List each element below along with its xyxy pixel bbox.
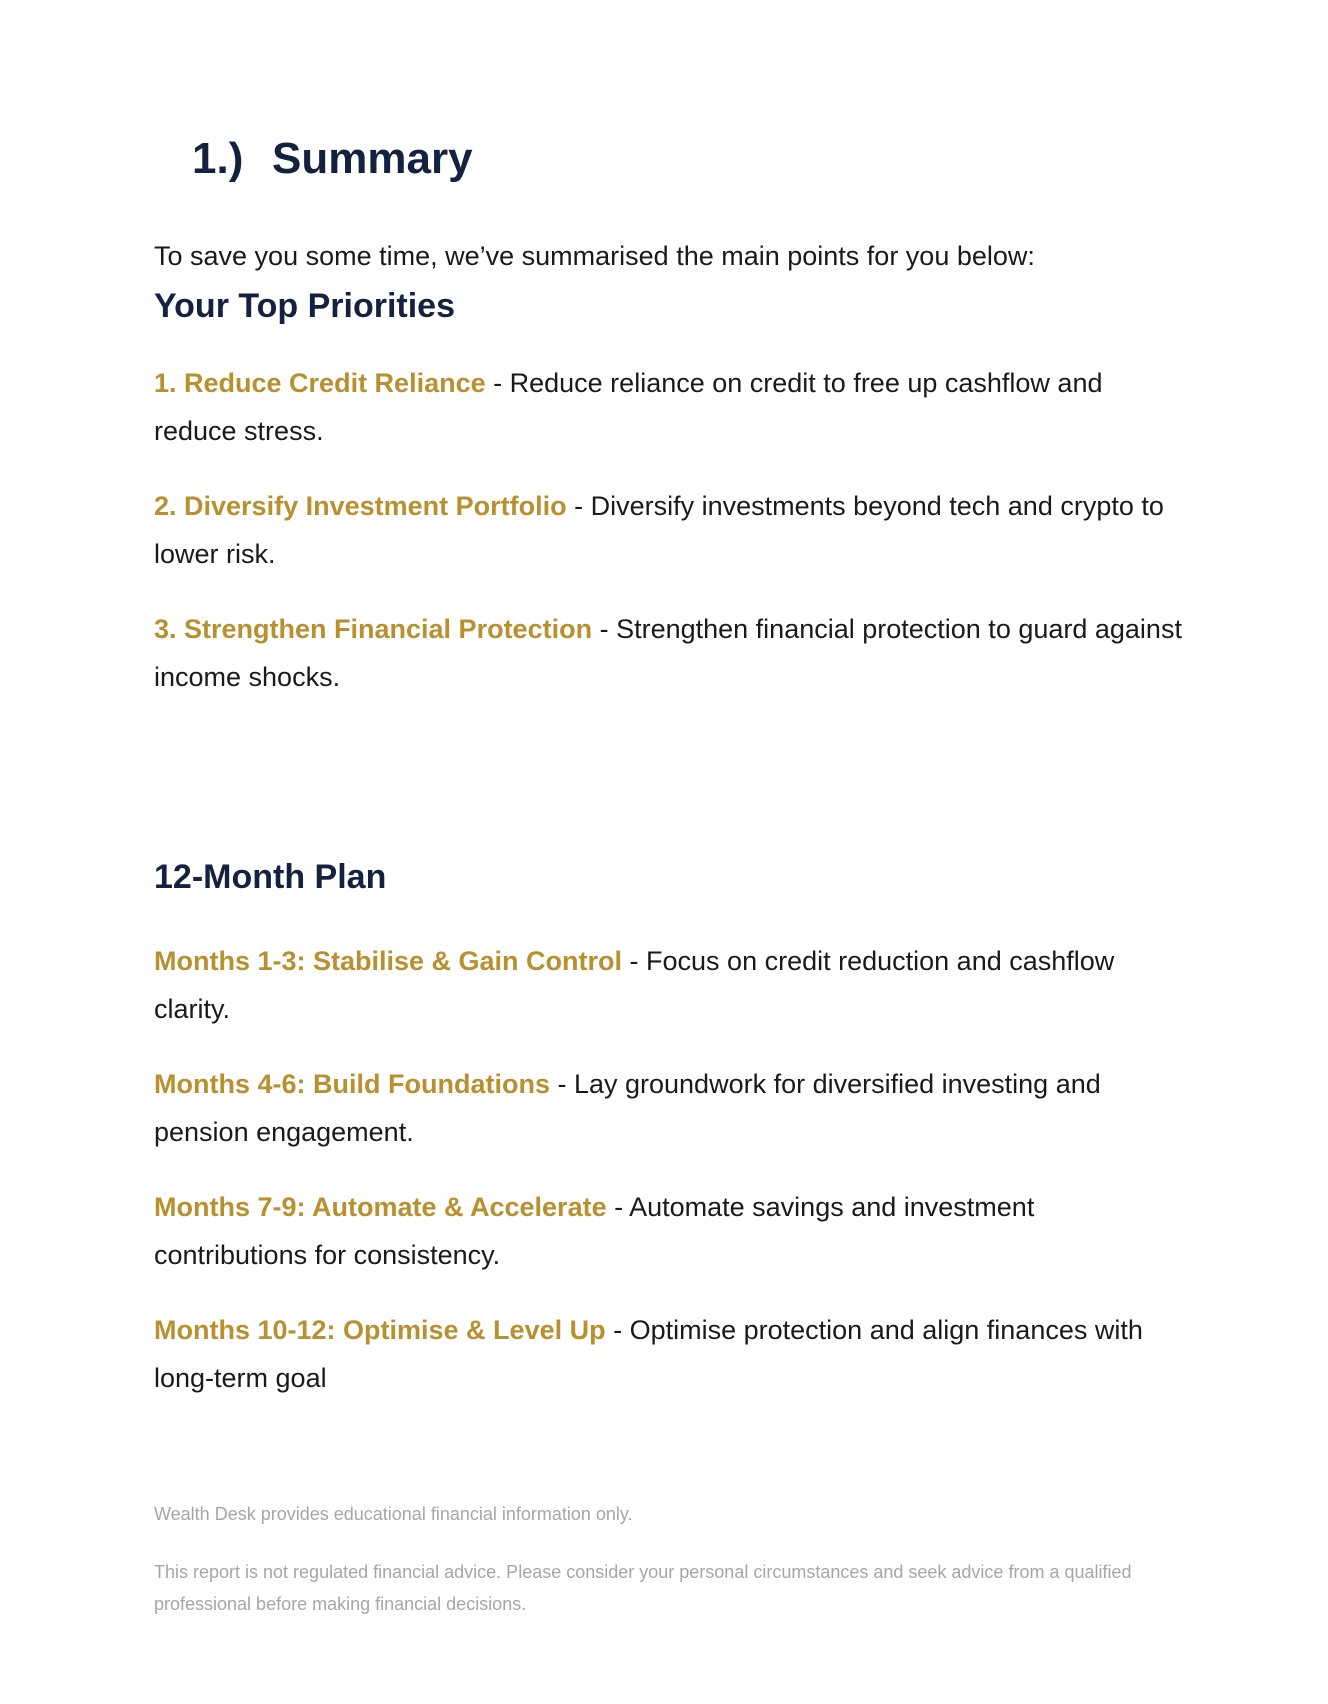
section-number: 1.) — [192, 134, 244, 183]
plan-item — [154, 1306, 1184, 1402]
section-title — [192, 134, 473, 184]
plan-lead: Months 10-12: Optimise & Level Up — [154, 1315, 606, 1345]
disclaimer-paragraph: This report is not regulated financial advice. Please consider your personal circumstances and seek advice from a qualified professional before making financial decisions. — [154, 1562, 1132, 1614]
priority-item — [154, 482, 1184, 578]
plan-text: - Lay groundwork for diversified investing and pension engagement. — [154, 1069, 1101, 1147]
priority-lead: 3. Strengthen Financial Protection — [154, 614, 593, 644]
priority-lead: 1. Reduce Credit Reliance — [154, 368, 486, 398]
plan-heading: 12-Month Plan — [154, 858, 387, 896]
plan-text: - Automate savings and investment contributions for consistency. — [154, 1192, 1035, 1270]
priority-text: - Strengthen financial protection to guard against income shocks. — [154, 614, 1182, 692]
plan-text: - Optimise protection and align finances with long-term goal — [154, 1315, 1143, 1393]
section-title-text: Summary — [272, 134, 473, 183]
priority-text: - Diversify investments beyond tech and crypto to lower risk. — [154, 491, 1164, 569]
plan-text: - Focus on credit reduction and cashflow clarity. — [154, 946, 1115, 1024]
priority-text: - Reduce reliance on credit to free up cashflow and reduce stress. — [154, 368, 1103, 446]
plan-lead: Months 4-6: Build Foundations — [154, 1069, 550, 1099]
plan-item — [154, 1183, 1184, 1279]
priority-item — [154, 359, 1184, 455]
plan-item — [154, 1060, 1184, 1156]
disclaimer-line: Wealth Desk provides educational financial information only. — [154, 1504, 633, 1524]
plan-lead: Months 1-3: Stabilise & Gain Control — [154, 946, 623, 976]
priority-lead: 2. Diversify Investment Portfolio — [154, 491, 567, 521]
plan-lead: Months 7-9: Automate & Accelerate — [154, 1192, 607, 1222]
priority-item — [154, 605, 1184, 701]
intro-text: To save you some time, we’ve summarised the main points for you below: — [154, 241, 1035, 271]
priorities-heading: Your Top Priorities — [154, 287, 455, 325]
plan-item — [154, 937, 1184, 1033]
